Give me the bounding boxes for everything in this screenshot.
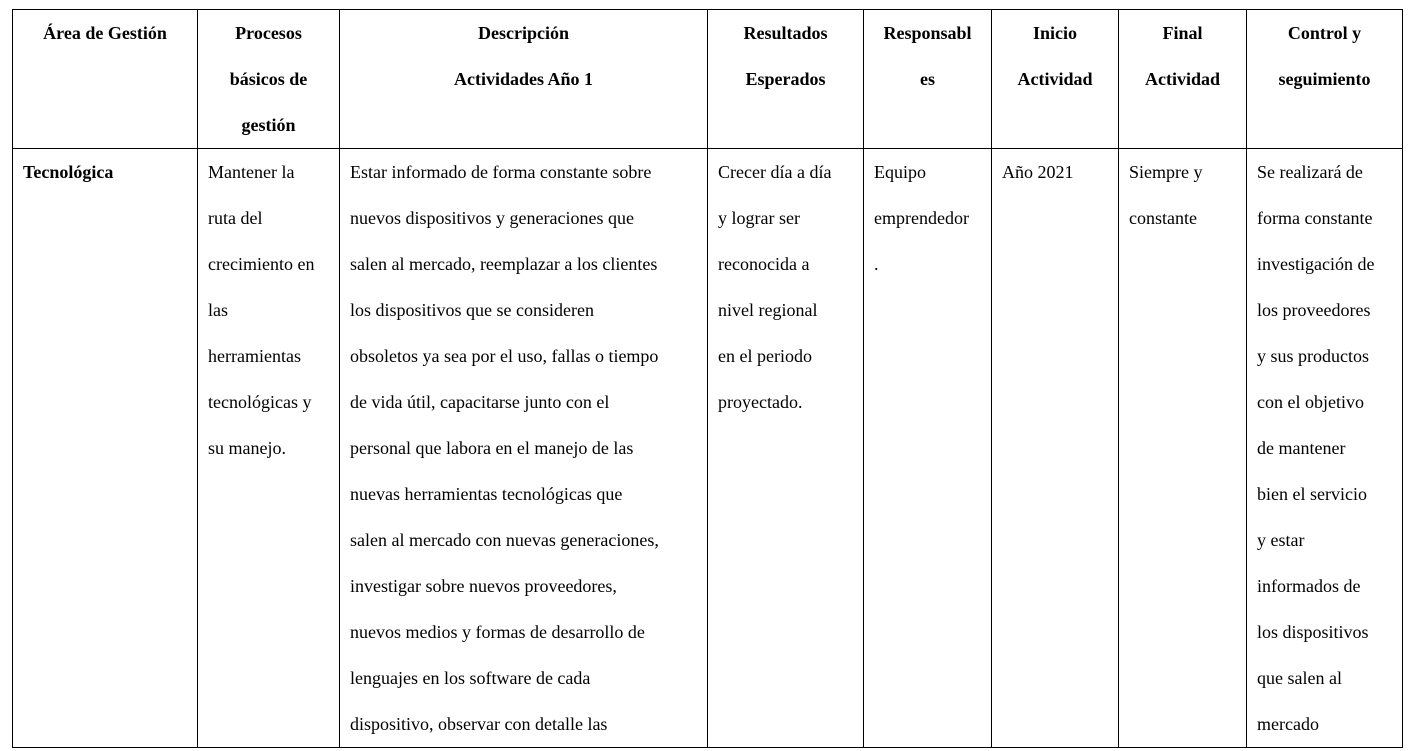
cell-text-line: y sus productos [1257,346,1369,366]
cell-text-line: crecimiento en [208,254,315,274]
cell-text-line: forma constante [1257,208,1373,228]
cell-text-line: Mantener la [208,162,295,182]
cell-text-line: personal que labora en el manejo de las [350,438,634,458]
header-responsables [864,10,992,149]
cell-text-line: nuevos medios y formas de desarrollo de [350,622,645,642]
cell-text-line: lenguajes en los software de cada [350,668,591,688]
cell-text-line: herramientas [208,346,301,366]
cell-text-line: Año 2021 [1002,162,1074,182]
cell-text-line: . [874,254,879,274]
cell-text-line: bien el servicio [1257,484,1367,504]
cell-text-line: informados de [1257,576,1361,596]
cell-text-line: de mantener [1257,438,1346,458]
cell-text-line: mercado [1257,714,1319,734]
cell-responsables [864,149,992,748]
header-text-line: es [920,69,935,89]
cell-text-line: las [208,300,228,320]
header-area-gestion [13,10,198,149]
cell-descripcion [340,149,708,748]
header-text-line: Actividad [1144,69,1220,89]
header-text-line: Final [1162,23,1203,43]
management-plan-table [12,9,1403,748]
cell-text-line: reconocida a [718,254,810,274]
cell-text-line: Equipo [874,162,926,182]
header-text-line: Resultados [743,23,828,43]
header-text-line: Actividades Año 1 [453,69,594,89]
header-text-line: Inicio [1032,23,1077,43]
header-text-line: básicos de [229,69,308,89]
header-procesos [198,10,340,149]
cell-text-line: ruta del [208,208,263,228]
cell-text-line: salen al mercado con nuevas generaciones, [350,530,659,550]
header-final [1119,10,1247,149]
cell-text-line: Tecnológica [23,162,114,182]
cell-text-line: constante [1129,208,1197,228]
cell-text-line: obsoletos ya sea por el uso, fallas o tiempo [350,346,659,366]
cell-text-line: nuevas herramientas tecnológicas que [350,484,623,504]
header-text-line: Responsabl [883,23,972,43]
header-text-line: Control y [1287,23,1362,43]
cell-text-line: tecnológicas y [208,392,312,412]
table-row [13,149,1403,748]
header-text-line: Área de Gestión [43,23,167,43]
cell-text-line: su manejo. [208,438,286,458]
cell-text-line: nivel regional [718,300,818,320]
cell-text-line: con el objetivo [1257,392,1364,412]
header-text-line: Descripción [478,23,569,43]
cell-text-line: que salen al [1257,668,1342,688]
cell-text-line: nuevos dispositivos y generaciones que [350,208,634,228]
header-text-line: Actividad [1017,69,1093,89]
cell-text-line: investigar sobre nuevos proveedores, [350,576,617,596]
header-text-line: Procesos [235,23,302,43]
cell-text-line: Siempre y [1129,162,1203,182]
header-inicio [992,10,1119,149]
cell-control [1247,149,1403,748]
cell-text-line: investigación de [1257,254,1375,274]
header-text-line: seguimiento [1278,69,1371,89]
header-row [13,10,1403,149]
cell-text-line: Crecer día a día [718,162,832,182]
cell-text-line: los dispositivos que se consideren [350,300,594,320]
header-control [1247,10,1403,149]
header-descripcion [340,10,708,149]
cell-text-line: los dispositivos [1257,622,1369,642]
cell-text-line: Se realizará de [1257,162,1363,182]
cell-text-line: emprendedor [874,208,969,228]
cell-text-line: y estar [1257,530,1305,550]
cell-text-line: proyectado. [718,392,803,412]
header-text-line: gestión [241,115,296,135]
header-resultados [708,10,864,149]
cell-proceso [198,149,340,748]
cell-inicio [992,149,1119,748]
cell-text-line: en el periodo [718,346,812,366]
cell-resultados [708,149,864,748]
cell-text-line: dispositivo, observar con detalle las [350,714,608,734]
cell-text-line: los proveedores [1257,300,1371,320]
cell-text-line: y lograr ser [718,208,800,228]
cell-text-line: Estar informado de forma constante sobre [350,162,652,182]
cell-final [1119,149,1247,748]
cell-text-line: de vida útil, capacitarse junto con el [350,392,610,412]
cell-text-line: salen al mercado, reemplazar a los clientes [350,254,658,274]
header-text-line: Esperados [745,69,826,89]
cell-area [13,149,198,748]
